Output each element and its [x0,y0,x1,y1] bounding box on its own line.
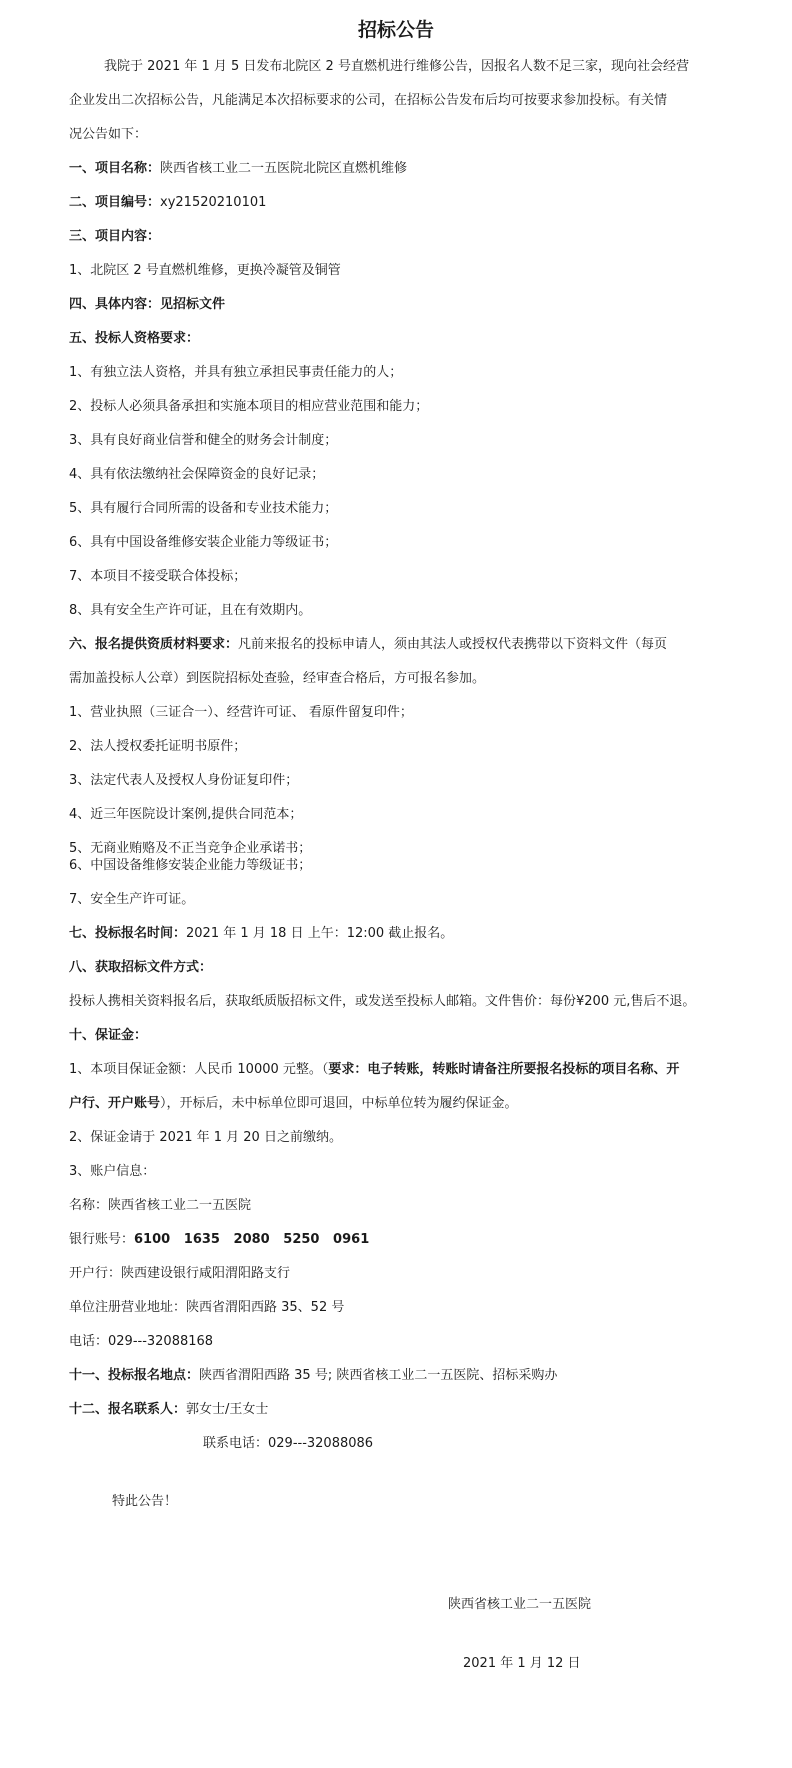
section-label: 十二、报名联系人： [69,1402,187,1417]
deposit-text: 1、本项目保证金额：人民币 10000 元整。（ [69,1062,329,1077]
section-text: 凡前来报名的投标申请人，须由其法人或授权代表携带以下资料文件（每页 [238,637,668,652]
qualification-item: 8、具有安全生产许可证，且在有效期内。 [69,603,312,618]
section-deposit-label: 十、保证金： [69,1028,148,1043]
qualification-item: 5、具有履行合同所需的设备和专业技术能力； [69,501,338,516]
materials-item: 3、法定代表人及授权人身份证复印件； [69,773,299,788]
deposit-item-3: 3、账户信息： [69,1164,156,1179]
section-value: 2021 年 1 月 18 日 上午：12:00 截止报名。 [186,926,454,941]
deposit-text: ），开标后，未中标单位即可退回，中标单位转为履约保证金。 [160,1096,518,1111]
project-content-item: 1、北院区 2 号直燃机维修，更换冷凝管及铜管 [69,263,341,278]
intro-line-2: 企业发出二次招标公告，凡能满足本次招标要求的公司，在招标公告发布后均可按要求参加投标。有关情 [69,93,668,108]
qualification-item: 1、有独立法人资格，并具有独立承担民事责任能力的人； [69,365,403,380]
section-value: 陕西省核工业二一五医院北院区直燃机维修 [160,161,408,176]
section-value: xy21520210101 [160,195,267,210]
section-registration-place [69,1367,557,1385]
deposit-item-1 [69,1061,679,1079]
section-value: 陕西省渭阳西路 35 号; 陕西省核工业二一五医院、招标采购办 [199,1368,558,1383]
section-label: 六、报名提供资质材料要求： [69,637,239,652]
materials-item: 1、营业执照（三证合一）、经营许可证、 看原件留复印件； [69,705,413,720]
page-title: 招标公告 [357,19,434,41]
qualification-item: 2、投标人必须具备承担和实施本项目的相应营业范围和能力； [69,399,429,414]
account-bank-value: 6100 1635 2080 5250 0961 [134,1232,370,1247]
section-registration-time [69,925,453,943]
deposit-requirement: 户行、开户账号 [69,1096,161,1111]
section-value: 郭女士/王女士 [186,1402,269,1417]
materials-item: 4、近三年医院设计案例,提供合同范本； [69,807,303,822]
materials-item: 6、中国设备维修安装企业能力等级证书； [69,858,312,873]
section-project-content-label: 三、项目内容： [69,229,161,244]
section-project-name [69,160,407,178]
section-detail-content: 四、具体内容：见招标文件 [69,297,226,312]
section-project-number [69,194,266,212]
qualification-item: 7、本项目不接受联合体投标； [69,569,247,584]
intro-line-1: 我院于 2021 年 1 月 5 日发布北院区 2 号直燃机进行维修公告，因报名人数不足三家，现向社会经营 [104,59,689,74]
deposit-item-1-cont [69,1095,518,1113]
obtain-docs-text: 投标人携相关资料报名后，获取纸质版招标文件，或发送至投标人邮箱。文件售价：每份¥200 元,售后不退。 [69,994,696,1009]
contact-phone: 联系电话：029---32088086 [203,1436,374,1451]
materials-item: 7、安全生产许可证。 [69,892,195,907]
account-open-bank: 开户行：陕西建设银行咸阳渭阳路支行 [69,1266,291,1281]
section-label: 七、投标报名时间： [69,926,187,941]
qualification-item: 3、具有良好商业信誉和健全的财务会计制度； [69,433,338,448]
signature-date: 2021 年 1 月 12 日 [463,1656,581,1671]
materials-item: 5、无商业贿赂及不正当竞争企业承诺书； [69,841,312,856]
section-label: 二、项目编号： [69,195,161,210]
section-label: 十一、投标报名地点： [69,1368,200,1383]
section-label: 一、项目名称： [69,161,161,176]
account-bank-label: 银行账号： [69,1232,135,1247]
qualification-item: 6、具有中国设备维修安装企业能力等级证书； [69,535,338,550]
intro-line-3: 况公告如下： [69,127,148,142]
section-obtain-docs-label: 八、获取招标文件方式： [69,960,213,975]
qualification-item: 4、具有依法缴纳社会保障资金的良好记录； [69,467,325,482]
deposit-item-2: 2、保证金请于 2021 年 1 月 20 日之前缴纳。 [69,1130,342,1145]
signature-org: 陕西省核工业二一五医院 [448,1597,592,1612]
account-bank-number [69,1231,369,1249]
section-materials [69,636,667,654]
account-phone: 电话：029---32088168 [69,1334,214,1349]
account-address: 单位注册营业地址：陕西省渭阳西路 35、52 号 [69,1300,345,1315]
materials-text-2: 需加盖投标人公章）到医院招标处查验，经审查合格后，方可报名参加。 [69,671,486,686]
deposit-requirement: 要求：电子转账，转账时请备注所要报名投标的项目名称、开 [328,1062,680,1077]
materials-item: 2、法人授权委托证明书原件； [69,739,247,754]
closing-remark: 特此公告！ [112,1494,178,1509]
section-contact [69,1401,268,1419]
account-name: 名称：陕西省核工业二一五医院 [69,1198,252,1213]
section-qualification-label: 五、投标人资格要求： [69,331,200,346]
